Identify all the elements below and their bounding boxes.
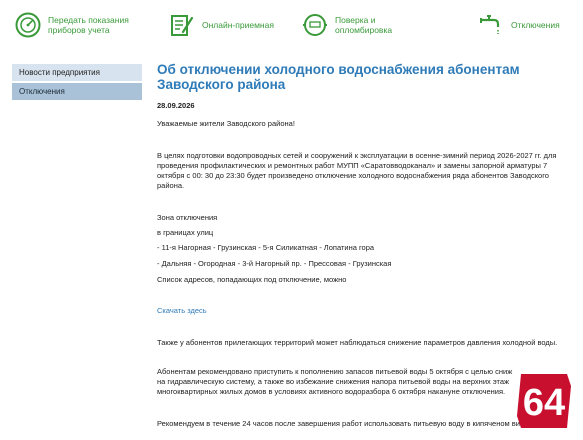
paragraph-line: района. [157,181,185,190]
faucet-icon [478,12,504,38]
nav-label: Отключения [511,20,560,30]
pressure-note: Также у абонентов прилегающих территорий может наблюдаться снижение параметров давления холодной воды. [157,338,558,347]
meter-gauge-icon [15,12,41,38]
nav-submit-meter-readings[interactable] [15,10,129,40]
nav-label: Поверка и опломбировка [335,15,393,35]
sidebar-item-company-news[interactable]: Новости предприятия [12,64,142,81]
paragraph-line: октября с 00: 30 до 23:30 будет произведено отключение холодного водоснабжения ряда абонентов Заводского [157,171,549,180]
paragraph-line: В целях подготовки водопроводных сетей и сооружений к эксплуатации в осенне-зимний период 2026-2027 гг. для [157,151,557,160]
streets-list-line: - 11-я Нагорная - Грузинская - 5-я Силикатная - Лопатина гора [157,243,375,252]
sidebar-menu [12,64,142,102]
boil-water-note: Рекомендуем в течение 24 часов после завершения работ использовать питьевую воду в кипяченом ви [157,419,520,428]
nav-online-reception[interactable] [169,10,274,40]
nav-label: Передать показания приборов учета [48,15,129,35]
streets-label: в границах улиц [157,228,214,237]
download-link[interactable]: Скачать здесь [157,306,207,315]
top-navigation [0,0,583,50]
page-title: Об отключении холодного водоснабжения абонентам Заводского района [157,62,520,92]
article-date: 28.09.2026 [157,101,195,110]
water-meter-icon [302,12,328,38]
nav-verification-sealing[interactable] [302,10,392,40]
article-greeting: Уважаемые жители Заводского района! [157,119,295,128]
document-pen-icon [169,12,195,38]
paragraph-line: проведения профилактических и ремонтных работ МУПП «Саратовводоканал» и замены запорной арматуры 7 [157,161,548,170]
nav-outages[interactable] [478,10,560,40]
sidebar-item-outages[interactable]: Отключения [12,83,142,100]
streets-list-line: - Дальняя - Огородная - 3-й Нагорный пр. - Прессовая - Грузинская [157,259,392,268]
logo-text: 64 [522,382,566,424]
region-64-logo [513,370,575,432]
nav-label: Онлайн-приемная [202,20,274,30]
paragraph-line: Абонентам рекомендовано приступить к пополнению запасов питьевой воды 5 октября с целью сниж [157,367,513,376]
outage-zone-label: Зона отключения [157,213,218,222]
paragraph-line: на гидравлическую систему, а также во избежание снижения напора питьевой воды на верхних этаж [157,377,510,386]
addresses-note: Список адресов, попадающих под отключение, можно [157,275,347,284]
paragraph-line: многоквартирных жилых домов в условиях активного водоразбора 6 октября накануне отключения. [157,387,506,396]
